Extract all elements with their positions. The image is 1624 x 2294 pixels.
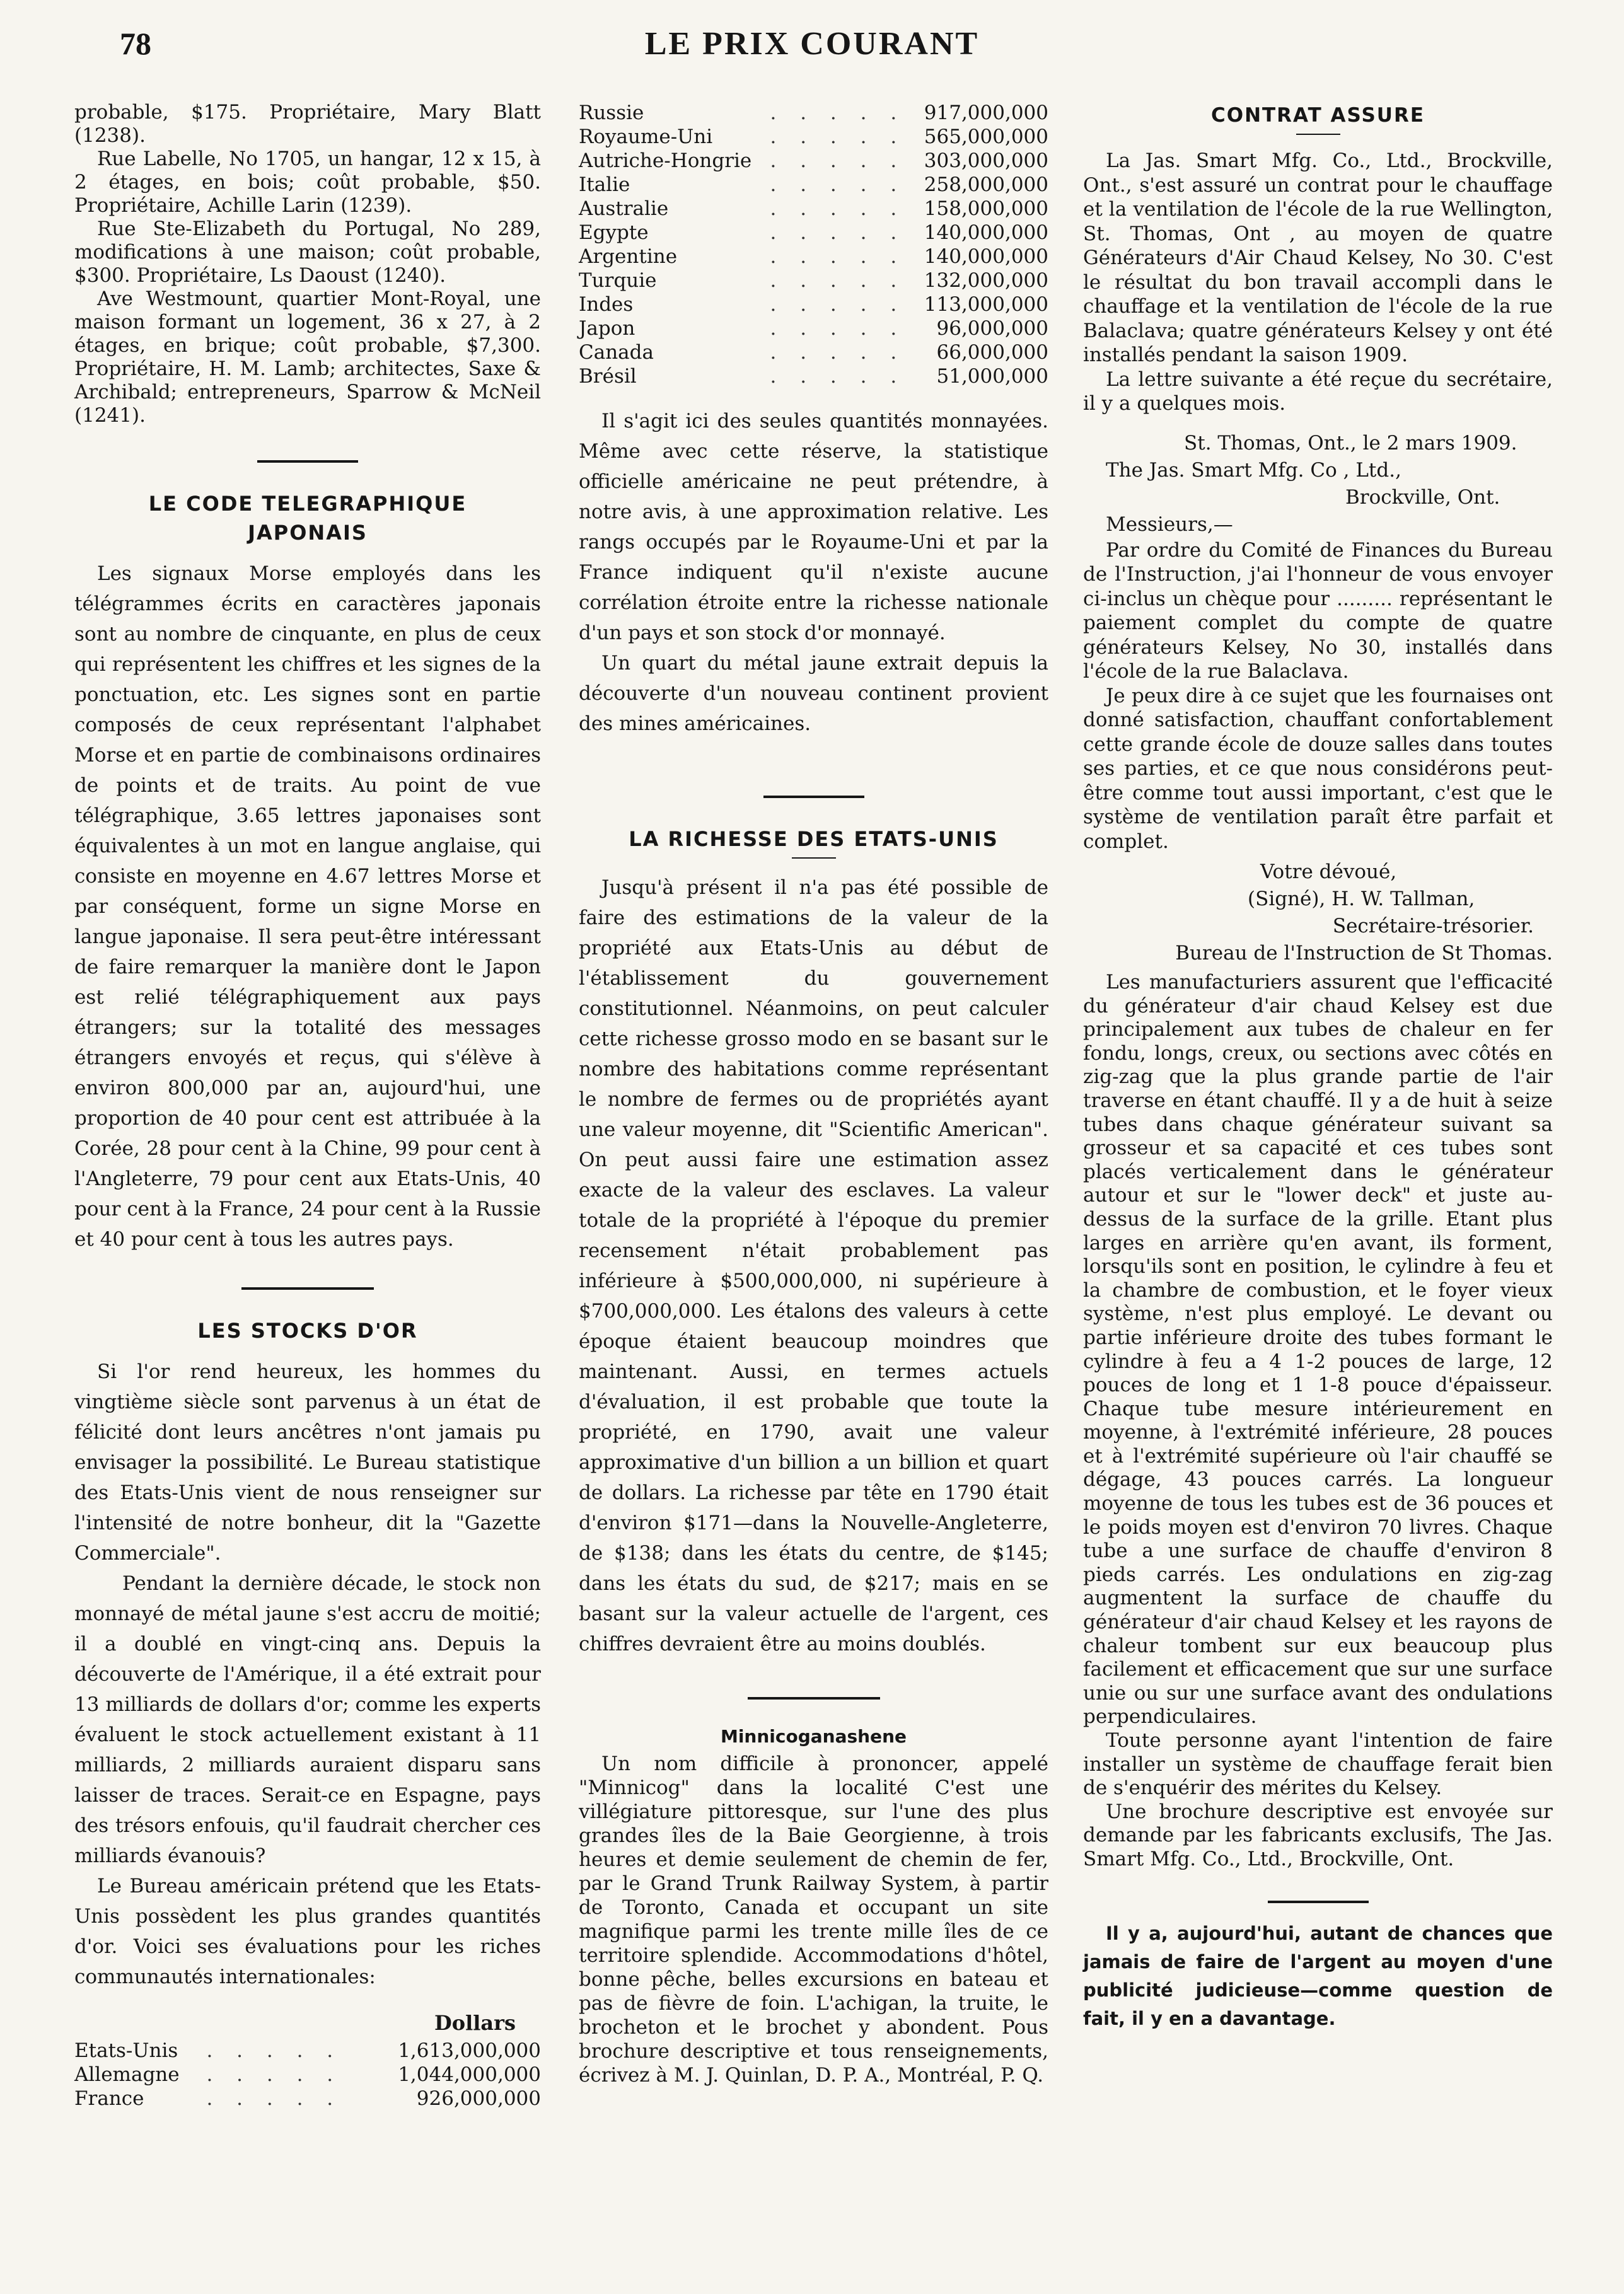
article-title: LES STOCKS D'OR [197, 1319, 418, 1343]
table-row [579, 101, 1048, 125]
country-cell: Australie [579, 197, 669, 220]
table-row [579, 316, 1048, 340]
leader-dots: . . . . . [770, 341, 906, 364]
letter-closing: Votre dévoué, [1260, 860, 1397, 883]
gold-stock-table [74, 2039, 541, 2111]
amount-cell: 926,000,000 [416, 2087, 541, 2110]
amount-cell: 140,000,000 [924, 245, 1048, 268]
article-paragraph: Le Bureau américain prétend que les Etats-Unis possèdent les plus grandes quantités d'or. Voici ses évaluations pour les riches communautés internationales: [74, 1875, 541, 1988]
country-cell: Italie [579, 173, 630, 196]
amount-cell: 303,000,000 [924, 149, 1048, 172]
leader-dots: . . . . . [770, 245, 906, 268]
table-row [579, 173, 1048, 197]
country-cell: Autriche-Hongrie [579, 149, 752, 172]
leader-dots: . . . . . [770, 149, 906, 172]
article-minnicoganashene [579, 1726, 1048, 2087]
permit-notice: probable, $175. Propriétaire, Mary Blatt (1238). [74, 101, 541, 147]
amount-cell: 917,000,000 [924, 101, 1048, 124]
leader-dots: . . . . . [770, 365, 906, 388]
advertising-note [1083, 1920, 1553, 2033]
section-divider [763, 796, 864, 798]
section-divider [241, 1287, 374, 1290]
article-title: Minnicoganashene [720, 1726, 907, 1747]
article-paragraph: Toute personne ayant l'intention de faire installer un système de chauffage ferait bien de s'enquérir des mérites du Kelsey. [1083, 1729, 1553, 1800]
country-cell: Egypte [579, 221, 649, 244]
article-contract [1083, 101, 1553, 967]
table-row [579, 125, 1048, 149]
country-cell: Royaume-Uni [579, 125, 713, 148]
title-rule [1296, 134, 1340, 135]
journal-title: LE PRIX COURANT [644, 26, 980, 62]
article-body: Un nom difficile à prononcer, appelé "Minnicog" dans la localité C'est une villégiature pittoresque, sur l'une des plus grandes îles de la Baie Georgienne, à trois heures et demie seulement de chemin de fer, par le Grand Trunk Railway System, à partir de Toronto, Canada et occupant un site magnifique parmi les trente mille îles de ce territoire splendide. Accommodations d'hôtel, bonne pêche, belles excursions en bateau et pas de fièvre de foin. L'achigan, la truite, le brocheton et le brochet y abondent. Pous brochure descriptive et tous renseignements, écrivez à M. J. Quinlan, D. P. A., Montréal, P. Q. [579, 1752, 1048, 2087]
article-body: Les signaux Morse employés dans les télégrammes écrits en caractères japonais sont au nombre de cinquante, en plus de ceux qui représentent les chiffres et les signes de la ponctuation, etc. Les signes sont en partie composés de ceux représentant l'alphabet Morse et en partie de combinaisons ordinaires de points et de traits. Au point de vue télégraphique, 3.65 lettres japonaises sont équivalentes à un mot en langue anglaise, qui consiste en moyenne en 4.67 lettres Morse et par conséquent, forme un signe Morse en langue japonaise. Il sera peut-être intéressant de faire remarquer la manière dont le Japon est relié télégraphiquement aux pays étrangers; sur la totalité des messages étrangers envoyés et reçus, qui s'élève à environ 800,000 par an, aujourd'hui, une proportion de 40 pour cent est attribuée à la Corée, 28 pour cent à la Chine, 99 pour cent à l'Angleterre, 79 pour cent aux Etats-Unis, 40 pour cent à la France, 24 pour cent à la Russie et 40 pour cent à tous les autres pays. [74, 562, 541, 1251]
country-cell: Brésil [579, 365, 637, 388]
column-3 [1083, 101, 1553, 2033]
article-paragraph: Une brochure descriptive est envoyée sur demande par les fabricants exclusifs, The Jas. Smart Mfg. Co., Ltd., Brockville, Ont. [1083, 1800, 1553, 1870]
permit-notice: Rue Labelle, No 1705, un hangar, 12 x 15, à 2 étages, en bois; coût probable, $50. Propriétaire, Achille Larin (1239). [74, 148, 541, 217]
title-rule [792, 857, 836, 859]
leader-dots: . . . . . [770, 293, 906, 316]
leader-dots: . . . . . [770, 269, 906, 292]
article-paragraph: Un quart du métal jaune extrait depuis la découverte d'un nouveau continent provient des mines américaines. [579, 652, 1048, 735]
table-row [579, 149, 1048, 173]
country-cell: Japon [579, 317, 635, 340]
leader-dots: . . . . . [770, 173, 906, 196]
table-row [74, 2087, 541, 2111]
leader-dots: . . . . . [770, 125, 906, 148]
article-title: CONTRAT ASSURE [1210, 104, 1425, 127]
article-body: Jusqu'à présent il n'a pas été possible de faire des estimations de la valeur de la propriété aux Etats-Unis au début de l'établissement du gouvernement constitutionnel. Néanmoins, on peut calculer cette richesse grosso modo en se basant sur le nombre des habitations comme représentant le nombre de fermes ou de propriétés ayant une valeur moyenne, dit "Scientific American". On peut aussi faire une estimation assez exacte de la valeur des esclaves. La valeur totale de la propriété à l'époque du premier recensement n'était probablement pas inférieure à $500,000,000, ni supérieure à $700,000,000. Les étalons des valeurs à cette époque étaient beaucoup moindres que maintenant. Aussi, en termes actuels d'évaluation, il est probable que toute la propriété, en 1790, avait une valeur approximative d'un billion a un billion et quart de dollars. La richesse par tête en 1790 était d'environ $171—dans la Nouvelle-Angleterre, de $138; dans les états du centre, de $145; dans les états du sud, de $217; mais en se basant sur la valeur actuelle de l'argent, ces chiffres devraient être au moins doublés. [579, 876, 1048, 1655]
letter-signature: (Signé), H. W. Tallman, [1248, 888, 1475, 910]
amount-cell: 132,000,000 [924, 269, 1048, 292]
leader-dots: . . . . . [206, 2039, 342, 2062]
letter-paragraph: Par ordre du Comité de Finances du Bureau de l'Instruction, j'ai l'honneur de vous envoyer ci-inclus un chèque pour ......... représentant le paiement complet du compte de quatre générateurs Kelsey, No 30, installés dans l'école de la rue Balaclava. [1083, 538, 1553, 683]
section-divider [748, 1697, 880, 1700]
article-paragraph: Il s'agit ici des seules quantités monnayées. Même avec cette réserve, la statistique officielle américaine ne peut prétendre, à notre avis, à une approximation relative. Les rangs occupés par le Royaume-Uni et par la France indiquent qu'il n'existe aucune corrélation étroite entre la richesse nationale d'un pays et son stock d'or monnayé. [579, 410, 1048, 644]
column-2 [579, 101, 1048, 2087]
table-row [579, 364, 1048, 388]
letter-signer-role: Secrétaire-trésorier. [1332, 915, 1534, 937]
article-paragraph: Pendant la dernière décade, le stock non monnayé de métal jaune s'est accru de moitié; il a doublé en vingt-cinq ans. Depuis la découverte de l'Amérique, il a été extrait pour 13 milliards de dollars d'or; comme les experts évaluent le stock actuellement existant à 11 milliards, 2 milliards auraient disparu sans laisser de traces. Serait-ce en Espagne, pays des trésors enfouis, qu'il faudrait chercher ces milliards évanouis? [74, 1572, 541, 1867]
letter-addressee: The Jas. Smart Mfg. Co , Ltd., [1106, 458, 1401, 482]
amount-cell: 66,000,000 [936, 341, 1048, 364]
letter-date: St. Thomas, Ont., le 2 mars 1909. [1184, 431, 1517, 455]
amount-cell: 51,000,000 [936, 365, 1048, 388]
article-paragraph: Les manufacturiers assurent que l'efficacité du générateur d'air chaud Kelsey est due principalement aux tubes de chaleur en fer fondu, longs, creux, ou sections avec côtés en zig-zag que la plus grande partie de l'air traverse en étant chauffé. Il y a de huit à seize tubes dans chaque générateur suivant sa grosseur et sa capacité et ces tubes sont placés verticalement dans le générateur autour et sur le "lower deck" et juste au-dessus de la surface de la grille. Etant plus larges en arrière qu'en avant, ils forment, lorsqu'ils sont en position, le cylindre à feu et la chambre de combustion, et le foyer vieux système, n'est plus employé. Le devant ou partie inférieure droite des tubes formant le cylindre à feu a 4 1-2 pouces de large, 12 pouces de long et 1 1-8 pouce d'épaisseur. Chaque tube mesure intérieurement en moyenne, à l'extrémité inférieure, 28 pouces et à l'extrémité supérieure où l'air chauffé se dégage, 43 pouces carrés. La longueur moyenne de tous les tubes est de 36 pouces et le poids moyen est d'environ 70 livres. Chaque tube a une surface de chauffe d'environ 8 pieds carrés. Les ondulations en zig-zag augmentent la surface de chauffe du générateur d'air chaud Kelsey et les rayons de chaleur tombent sur eux beaucoup plus facilement et efficacement que sur une surface unie ou sur une surface avant des ondulations perpendiculaires. [1083, 971, 1553, 1729]
amount-cell: 158,000,000 [924, 197, 1048, 220]
country-cell: France [74, 2087, 144, 2110]
table-row [579, 293, 1048, 316]
page-number: 78 [120, 26, 151, 61]
letter-organization: Bureau de l'Instruction de St Thomas. [1175, 942, 1553, 965]
amount-cell: 1,613,000,000 [398, 2039, 541, 2062]
amount-cell: 565,000,000 [924, 125, 1048, 148]
building-permits [74, 101, 541, 427]
promo-text: Il y a, aujourd'hui, autant de chances que jamais de faire de l'argent au moyen d'une publicité judicieuse—comme question de fait, il y en a davantage. [1083, 1922, 1553, 2029]
leader-dots: . . . . . [770, 317, 906, 340]
article-us-wealth [579, 825, 1048, 1659]
leader-dots: . . . . . [770, 221, 906, 244]
country-cell: Turquie [579, 269, 657, 292]
letter-salutation: Messieurs,— [1106, 513, 1233, 536]
country-cell: Allemagne [74, 2063, 180, 2086]
amount-cell: 140,000,000 [924, 221, 1048, 244]
country-cell: Canada [579, 341, 654, 364]
section-divider [257, 460, 358, 463]
country-cell: Indes [579, 293, 634, 316]
country-cell: Etats-Unis [74, 2039, 178, 2062]
article-title: LA RICHESSE DES ETATS-UNIS [629, 827, 999, 851]
table-column-header: Dollars [434, 2011, 516, 2035]
article-paragraph: La Jas. Smart Mfg. Co., Ltd., Brockville, Ont., s'est assuré un contrat pour le chauffage et la ventilation de l'école de la rue Wellington, St. Thomas, Ont , au moyen de quatre Générateurs d'Air Chaud Kelsey, No 30. C'est le résultat du bon travail accompli dans le chauffage et la ventilation de l'école de la rue Balaclava; quatre générateurs Kelsey y ont été installés pendant la saison 1909. [1083, 149, 1553, 366]
country-cell: Russie [579, 101, 644, 124]
table-row [579, 340, 1048, 364]
amount-cell: 1,044,000,000 [398, 2063, 541, 2086]
table-row [579, 221, 1048, 245]
leader-dots: . . . . . [770, 101, 906, 124]
article-telegraph-code [74, 489, 541, 1254]
column-1 [74, 101, 541, 2111]
article-kelsey-generator [1083, 971, 1553, 1872]
country-cell: Argentine [579, 245, 678, 268]
article-title: LE CODE TELEGRAPHIQUE JAPONAIS [148, 492, 467, 545]
table-row [74, 2063, 541, 2087]
amount-cell: 258,000,000 [924, 173, 1048, 196]
table-row [579, 269, 1048, 293]
article-gold-stocks [74, 1316, 541, 2111]
leader-dots: . . . . . [206, 2063, 342, 2086]
article-paragraph: Si l'or rend heureux, les hommes du vingtième siècle sont parvenus à un état de félicité dont leurs ancêtres n'ont jamais pu envisager la possibilité. Le Bureau statistique des Etats-Unis vient de nous renseigner sur l'intensité de notre bonheur, dit la "Gazette Commerciale". [74, 1360, 541, 1565]
table-row [579, 245, 1048, 269]
permit-notice: Rue Ste-Elizabeth du Portugal, No 289, modifications à une maison; coût probable, $300. Propriétaire, Ls Daoust (1240). [74, 217, 541, 287]
leader-dots: . . . . . [770, 197, 906, 220]
amount-cell: 113,000,000 [924, 293, 1048, 316]
amount-cell: 96,000,000 [936, 317, 1048, 340]
gold-stock-table-continued [579, 101, 1048, 388]
section-divider [1268, 1901, 1369, 1903]
article-paragraph: La lettre suivante a été reçue du secrétaire, il y a quelques mois. [1083, 368, 1553, 415]
permit-notice: Ave Westmount, quartier Mont-Royal, une maison formant un logement, 36 x 27, à 2 étages, en brique; coût probable, $7,300. Propriétaire, H. M. Lamb; architectes, Saxe & Archibald; entrepreneurs, Sparrow & McNeil (1241). [74, 287, 541, 427]
leader-dots: . . . . . [206, 2087, 342, 2110]
letter-paragraph: Je peux dire à ce sujet que les fournaises ont donné satisfaction, chauffant confortablement cette grande école de douze salles dans toutes ses parties, et ce que nous considérons peut-être comme tout aussi important, c'est que le système de ventilation paraît être parfait et complet. [1083, 684, 1553, 853]
table-row [579, 197, 1048, 221]
table-row [74, 2039, 541, 2063]
letter-addressee-city: Brockville, Ont. [1345, 485, 1500, 509]
